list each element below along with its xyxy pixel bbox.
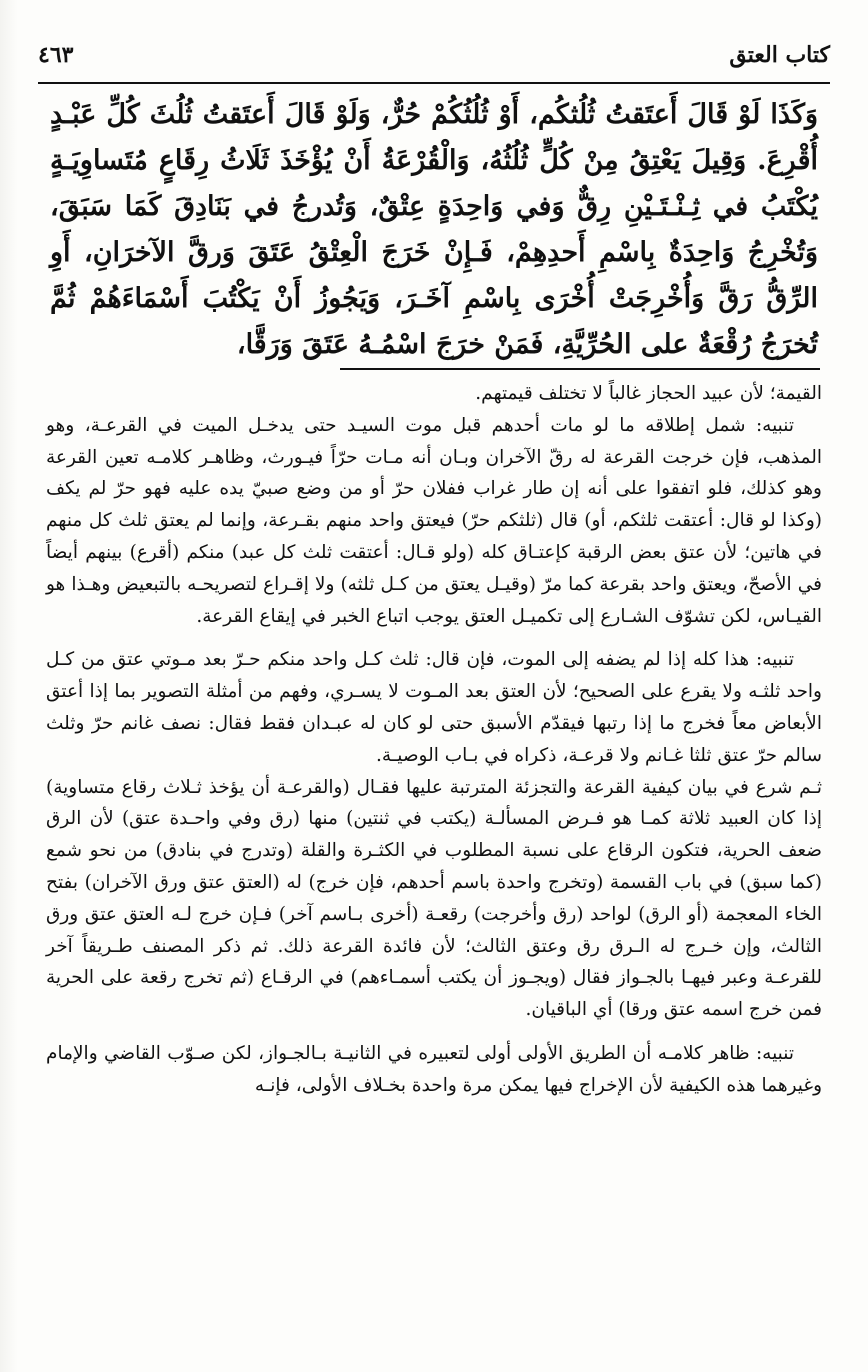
commentary-paragraph-2: تنبيه: شمل إطلاقه ما لو مات أحدهم قبل موت السيـد حتى يدخـل الميت في القرعـة، وهو المذهب، فإن خرجت القرعة له رقّ الآخران وبـان أنه مـات حرّاً فيـورث، وظاهـر كلامـه تعين القرعة وهو كذلك، فلو اتفقوا على أنه إن طار غراب ففلان حرّ أو من وضع صبيّ يده عليه فهو حرّ لم يكف (وكذا لو قال: أعتقت ثلثكم، أو) قال (ثلثكم حرّ) فيعتق واحد منهم بقـرعة، وإنما لم يعتق ثلث كل منهم في هاتين؛ لأن عتق بعض الرقبة كإعتـاق كله (ولو قـال: أعتقت ثلث كل عبد) منكم (أقرع) بينهم أيضاً في الأصحّ، ويعتق واحد بقرعة كما مرّ (وقيـل يعتق من كـل ثلثه) ولا إقـراع لتصريحـه بالتبعيض وهـذا هو القيـاس، لكن تشوّف الشـارع إلى تكميـل العتق يوجب اتباع الخبر في إيقاع القرعة. xyxy=(46,414,823,627)
commentary-paragraph-3: تنبيه: هذا كله إذا لم يضفه إلى الموت، فإن قال: ثلث كـل واحد منكم حـرّ بعد مـوتي عتق من كـل واحد ثلثـه ولا يقرع على الصحيح؛ لأن العتق بعد المـوت لا يسـري، وفهم من أمثلة التصوير بما إذا أعتق الأبعاض معاً فخرج ما إذا رتبها فيقدّم الأسبق حتى لو كان له عبـدان فقط فقال: نصف غانم حرّ وثلث سالم حرّ عتق ثلثا غـانم ولا قرعـة، ذكراه في بـاب الوصيـة. xyxy=(46,649,822,766)
scan-edge-shading xyxy=(0,0,18,1372)
commentary-paragraph-5: تنبيه: ظاهر كلامـه أن الطريق الأولى أولى لتعبيره في الثانيـة بـالجـواز، لكن صـوّب القاضي والإمام وغيرهما هذه الكيفية لأن الإخراج فيها يمكن مرة واحدة بخـلاف الأولى، فإنـه xyxy=(46,1042,822,1096)
commentary-paragraph-4: ثـم شرع في بيان كيفية القرعة والتجزئة المترتبة عليها فقـال (والقرعـة أن يؤخذ ثـلاث رقاع متساوية) إذا كان العبيد ثلاثة كمـا هو فـرض المسألـة (يكتب في ثنتين) منها (رق وفي واحـدة عتق) لأن الرق ضعف الحرية، فتكون الرقاع على نسبة المطلوب في الكثـرة والقلة (وتدرج في بنادق) من نحو شمع (كما سبق) في باب القسمة (وتخرج واحدة باسم أحدهم، فإن خرج) له (العتق عتق ورق الآخران) بفتح الخاء المعجمة (أو الرق) لواحد (رق وأخرجت) رقعـة (أخرى بـاسم آخر) فـإن خرج لـه العتق عتق ورق الثالث، وإن خـرج له الـرق رق وعتق الثالث؛ لأن فائدة القرعة ذلك. ثم ذكر المصنف طـريقاً آخر للقرعـة وعبر فيهـا بالجـواز فقال (ويجـوز أن يكتب أسمـاءهم) في الرقـاع (ثم تخرج رقعة على الحرية فمن خرج اسمه عتق ورقا) أي الباقيان. xyxy=(46,776,822,1021)
commentary-sharh xyxy=(46,378,822,1358)
commentary-divider xyxy=(340,368,820,370)
main-text-matn: وَكَذَا لَوْ قَالَ أَعتَقتُ ثُلُثكُم، أَوْ ثُلُثُكُمْ حُرٌّ، وَلَوْ قَالَ أَعتَقتُ ثُلُثَ كُلِّ عَبْـدٍ أُقْرِعَ. وَقِيلَ يَعْتِقُ مِنْ كُلٍّ ثُلُثُهُ، وَالْقُرْعَةُ أَنْ يُؤْخَذَ ثَلَاثُ رِقَاعٍ مُتَساوِيَـةٍ يُكْتَبُ في ثِـنْـتَـيْنِ رِقٌّ وَفي وَاحِدَةٍ عِتْقٌ، وَتُدرجُ في بَنَادِقَ كَمَا سَبَقَ، وَتُخْرِجُ وَاحِدَةٌ بِاسْمِ أَحدِهِمْ، فَـإِنْ خَرَجَ الْعِتْقُ عَتَقَ وَرقَّ الآخرَانِ، أَوِ الرِّقُّ رَقَّ وَأُخْرِجَتْ أُخْرَى بِاسْمِ آخَـرَ، وَيَجُوزُ أَنْ يَكْتُبَ أَسْمَاءَهُمْ ثُمَّ تُخرَجُ رُقْعَةٌ على الحُرِّيَّةِ، فَمَنْ خرَجَ اسْمُـهُ عَتَقَ وَرَقَّا، xyxy=(50,99,818,360)
page-number: ٤٦٣ xyxy=(38,42,74,68)
commentary-paragraph-1: القيمة؛ لأن عبيد الحجاز غالباً لا تختلف قيمتهم. xyxy=(475,383,822,404)
header-divider xyxy=(38,82,830,84)
running-header xyxy=(38,38,830,82)
chapter-title: كتاب العتق xyxy=(729,42,830,68)
